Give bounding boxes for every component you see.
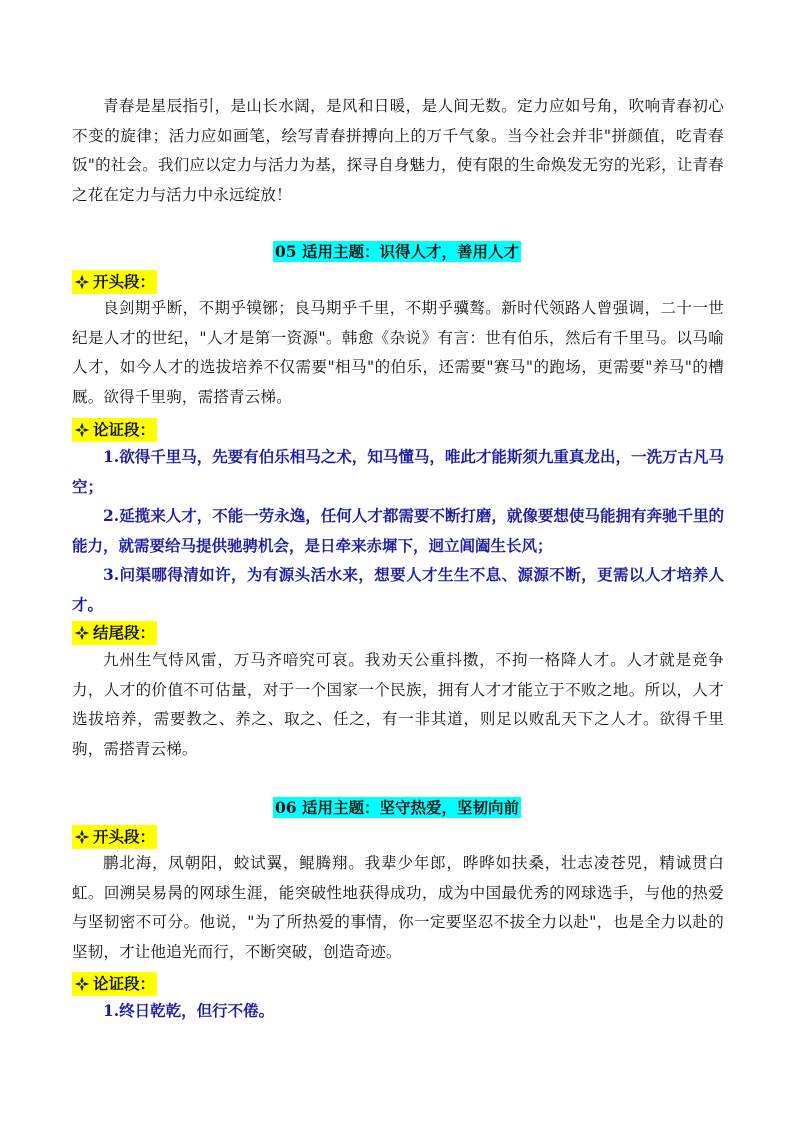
section-05-point-3: 3.问渠哪得清如许，为有源头活水来，想要人才生生不息、源源不断，更需以人才培养人才。 — [72, 565, 724, 614]
section-06-opening-label — [72, 825, 157, 852]
section-06-opening-paragraph: 鹏北海，凤朝阳，蛟试翼，鲲腾翔。我辈少年郎，晔晔如扶桑，壮志凌苍兕，精诚贯白虹。回溯吴易昺的网球生涯，能突破性地获得成功，成为中国最优秀的网球选手，与他的热爱与坚韧密不可分。他说，"为了所热爱的事情，你一定要坚忍不拔全力以赴"，也是全力以赴的坚韧，才让他追光而行，不断突破，创造奇迹。 — [72, 854, 724, 961]
bullet-flower-icon — [73, 624, 91, 642]
section-05-argument-label — [72, 418, 157, 445]
section-05-ending-block — [72, 646, 724, 764]
bullet-flower-icon — [73, 421, 91, 439]
bullet-flower-icon — [73, 273, 91, 291]
section-05-point-2: 2.延揽来人才，不能一劳永逸，任何人才都需要不断打磨，就像要想使马能拥有奔驰千里的能力，就需要给马提供驰骋机会，是日牵来赤墀下，迥立阊阖生长风； — [72, 506, 724, 555]
section-05-opening-paragraph: 良剑期乎断，不期乎镆铘；良马期乎千里，不期乎骥骜。新时代领路人曾强调，二十一世纪是人才的世纪，"人才是第一资源"。韩愈《杂说》有言：世有伯乐，然后有千里马。以马喻人才，如今人才的选拔培养不仅需要"相马"的伯乐，还需要"赛马"的跑场，更需要"养马"的槽厩。欲得千里驹，需搭青云梯。 — [72, 299, 724, 406]
section-05-title-text: 05 适用主题：识得人才，善用人才 — [275, 242, 519, 261]
bullet-flower-icon — [73, 828, 91, 846]
section-06-point-1: 1.终日乾乾，但行不倦。 — [103, 1001, 275, 1020]
section-05-opening-label — [72, 270, 157, 297]
argument-label-text: 论证段： — [93, 420, 156, 439]
section-05-ending-label — [72, 621, 157, 648]
section-06-argument-label — [72, 972, 157, 999]
opening-label-text: 开头段： — [93, 827, 156, 846]
argument-label-text: 论证段： — [93, 974, 156, 993]
section-06-title — [0, 797, 794, 819]
section-06-title-text: 06 适用主题：坚守热爱，坚韧向前 — [275, 798, 519, 817]
section-05-point-1: 1.欲得千里马，先要有伯乐相马之术，知马懂马，唯此才能斯须九重真龙出，一洗万古凡马空； — [72, 447, 724, 496]
section-06-points-block — [72, 996, 724, 1026]
ending-label-text: 结尾段： — [93, 623, 156, 642]
bullet-flower-icon — [73, 975, 91, 993]
intro-paragraph: 青春是星辰指引，是山长水阔，是风和日暖，是人间无数。定力应如号角，吹响青春初心不变的旋律；活力应如画笔，绘写青春拼搏向上的万千气象。当今社会并非"拼颜值，吃青春饭"的社会。我们应以定力与活力为基，探寻自身魅力，使有限的生命焕发无穷的光彩，让青春之花在定力与活力中永远绽放！ — [72, 97, 724, 204]
section-05-opening-block — [72, 294, 724, 412]
section-05-points-block — [72, 442, 724, 619]
section-06-opening-block — [72, 849, 724, 967]
intro-block — [72, 92, 724, 210]
section-05-title — [0, 241, 794, 263]
section-05-ending-paragraph: 九州生气恃风雷，万马齐喑究可哀。我劝天公重抖擞，不拘一格降人才。人才就是竞争力，人才的价值不可估量，对于一个国家一个民族，拥有人才才能立于不败之地。所以，人才选拔培养，需要教之、养之、取之、任之，有一非其道，则足以败乱天下之人才。欲得千里驹，需搭青云梯。 — [72, 651, 724, 758]
opening-label-text: 开头段： — [93, 272, 156, 291]
